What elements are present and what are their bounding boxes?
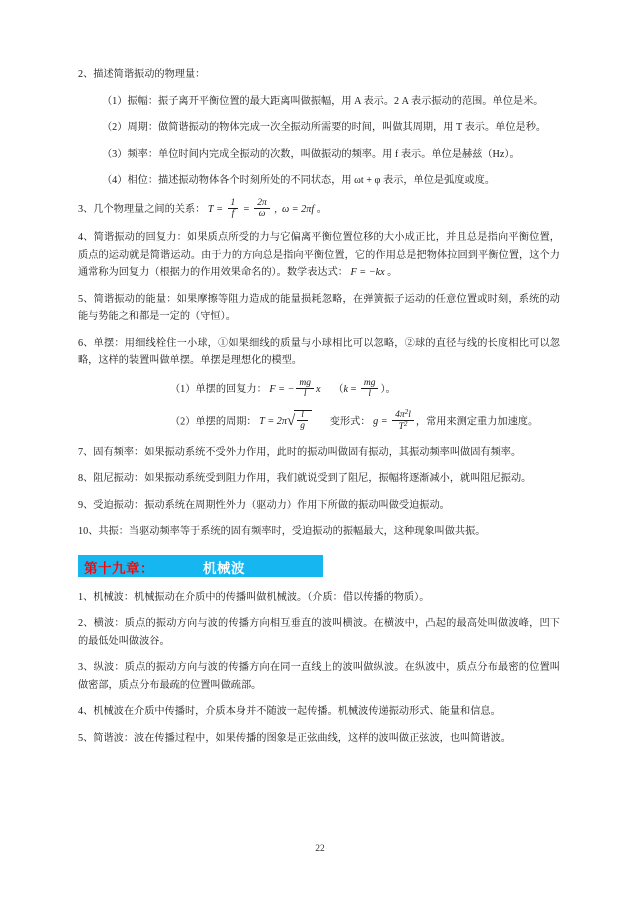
chapter-banner-number: 第十九章： — [84, 560, 154, 577]
paragraph-frequency: （3）频率：单位时间内完成全振动的次数，叫做振动的频率。用 f 表示。单位是赫兹（Hz）。 — [102, 148, 520, 160]
pendulum-period-line — [78, 410, 560, 434]
paragraph-period: （2）周期：做简谐振动的物体完成一次全振动所需要的时间，叫做其周期，用 T 表示。单位是秒。 — [102, 122, 547, 133]
paragraph-resonance: 10、共振：当驱动频率等于系统的固有频率时，受迫振动的振幅最大，这种现象叫做共振。 — [78, 526, 486, 538]
pendulum-k-group: （k = $\frac{mg}{l}$ ）。 — [320, 377, 396, 399]
formula-pendulum-period: T = 2π√ $\frac{l}{g}$ — [257, 416, 312, 427]
paragraph-restoring-force — [78, 229, 560, 282]
pendulum-restoring-line — [78, 379, 560, 401]
page-content — [78, 66, 560, 756]
relations-label: 3、几个物理量之间的关系： — [78, 203, 206, 215]
chapter-banner-title: 机械波 — [203, 560, 245, 577]
paragraph-natural-frequency: 7、固有频率：如果振动系统不受外力作用，此时的振动叫做固有振动，其振动频率叫做固有频率。 — [78, 446, 522, 458]
pendulum-restoring-label: （1）单摆的回复力： — [170, 383, 267, 395]
paragraph-longitudinal-wave: 3、纵波：质点的振动方向与波的传播方向在同一直线上的波叫做纵波。在纵波中，质点分布最密的位置叫做密部，质点分布最疏的位置叫做疏部。 — [78, 662, 560, 691]
formula-pendulum-restoring: F = − $\frac{mg}{l}$ x — [266, 377, 321, 399]
pendulum-variant-wrap — [312, 408, 539, 433]
formula-pendulum-variant: g = $\frac{4\pi^2l}{T^2}$ — [371, 416, 416, 427]
page-number: 22 — [315, 844, 325, 854]
pendulum-variant-note: ，常用来测定重力加速度。 — [415, 416, 539, 428]
paragraph-simple-harmonic-wave: 5、简谐波：波在传播过程中，如果传播的图象是正弦曲线，这样的波叫做正弦波，也叫简谐波。 — [78, 732, 511, 744]
relations-period: 。 — [314, 203, 327, 215]
paragraph-amplitude: （1）振幅：振子离开平衡位置的最大距离叫做振幅，用 A 表示。2 A 表示振动的范围。单位是米。 — [102, 95, 544, 107]
pendulum-variant-label: 变形式： — [329, 416, 371, 428]
paragraph-pendulum: 6、单摆：用细线栓住一小球，①如果细线的质量与小球相比可以忽略，②球的直径与线的长度相比可以忽略，这样的装置叫做单摆。单摆是理想化的模型。 — [78, 337, 560, 366]
restoring-force-text: 4、简谐振动的回复力：如果质点所受的力与它偏离平衡位置位移的大小成正比，并且总是指向平衡位置，质点的运动就是简谐运动。由于力的方向总是指向平衡位置，它的作用总是把物体拉回到平衡位置，这个力通常称为回复力（根据力的作用效果命名的）。数学表达式： — [78, 232, 560, 278]
paragraph-forced: 9、受迫振动：振动系统在周期性外力（驱动力）作用下所做的振动叫做受迫振动。 — [78, 499, 450, 511]
paragraph-mechanical-wave: 1、机械波：机械振动在介质中的传播叫做机械波。（介质：借以传播的物质）。 — [78, 591, 430, 603]
paragraph-transverse-wave: 2、横波：质点的振动方向与波的传播方向相互垂直的波叫横波。在横波中，凸起的最高处叫做波峰，凹下的最低处叫做波谷。 — [78, 618, 560, 647]
formula-restoring-force: F = −kx — [347, 267, 385, 278]
paragraph-damped: 8、阻尼振动：如果振动系统受到阻力作用，我们就说受到了阻尼，振幅将逐渐减小，就叫阻尼振动。 — [78, 473, 532, 485]
pendulum-period-label: （2）单摆的周期： — [170, 416, 257, 428]
paragraph-energy: 5、简谐振动的能量：如果摩擦等阻力造成的能量损耗忽略，在弹簧振子运动的任意位置或时刻，系统的动能与势能之和都是一定的（守恒）。 — [78, 293, 560, 322]
paragraph-heading-2: 2、描述简谐振动的物理量： — [78, 69, 206, 80]
paragraph-relations — [78, 199, 560, 221]
chapter-banner — [78, 555, 323, 577]
paragraph-medium-transport: 4、机械波在介质中传播时，介质本身并不随波一起传播。机械波传递振动形式、能量和信息。 — [78, 706, 501, 718]
formula-T-relation: T = $\frac{1}{f}$ = $\frac{2\pi}{\omega}$ , ω = 2πf — [205, 197, 315, 219]
restoring-force-period: 。 — [384, 267, 398, 278]
paragraph-phase: （4）相位：描述振动物体各个时刻所处的不同状态，用 ωt + φ 表示，单位是弧度或度。 — [102, 175, 496, 186]
